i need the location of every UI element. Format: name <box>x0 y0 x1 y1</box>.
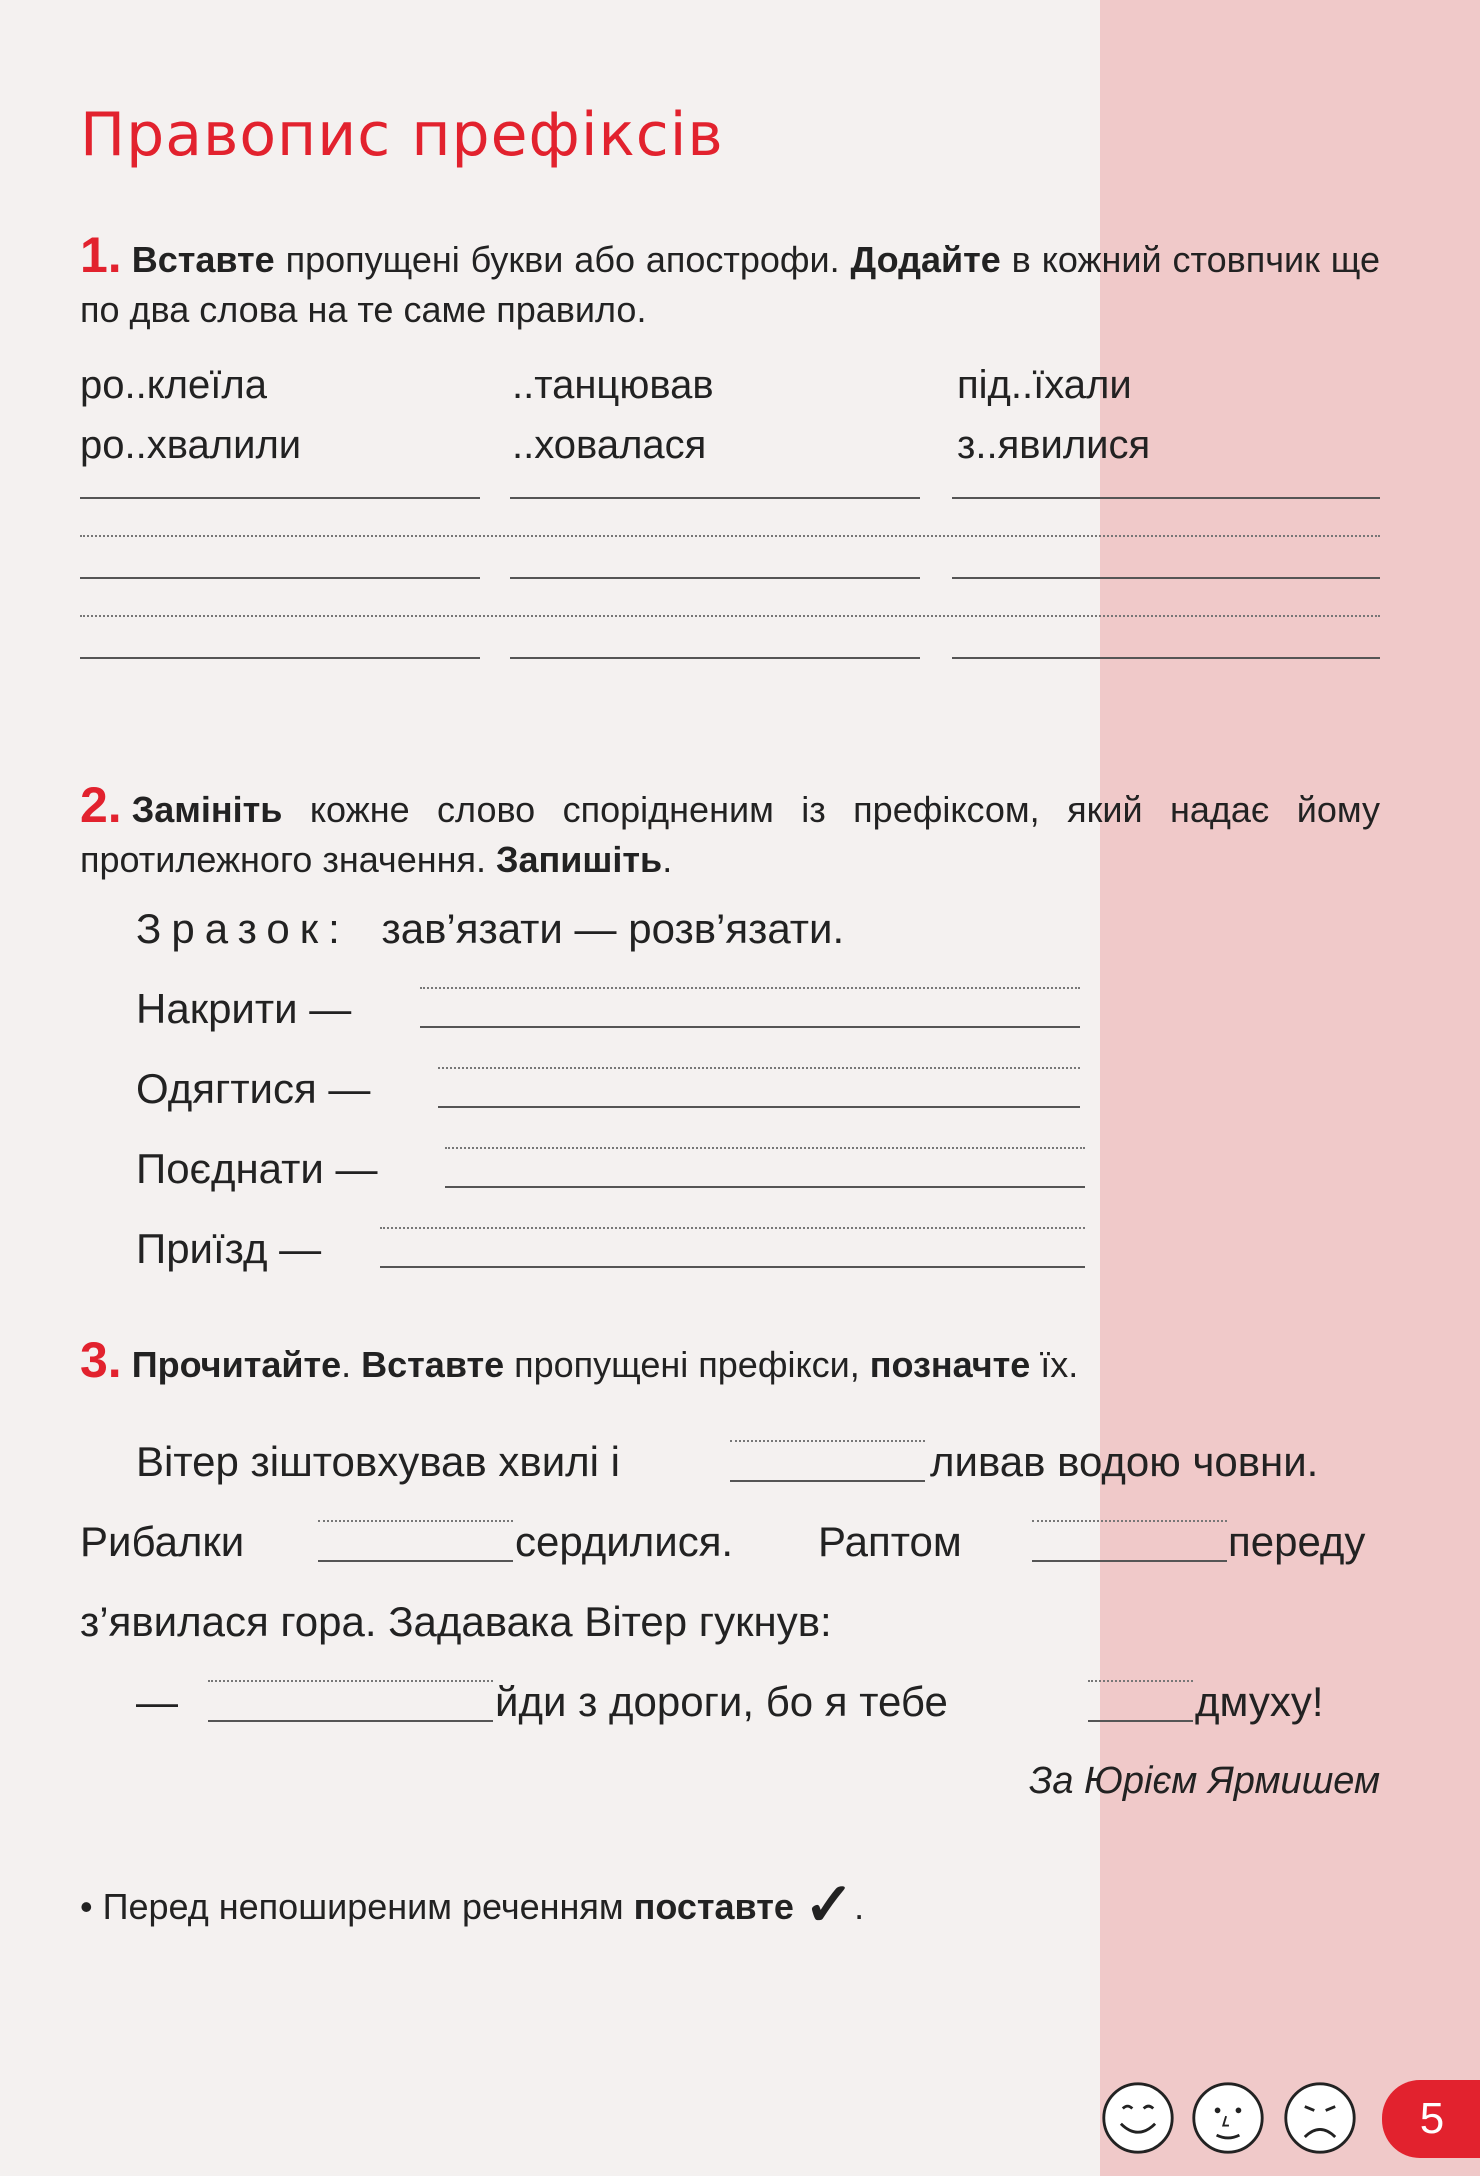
sad-face-icon[interactable] <box>1282 2080 1358 2156</box>
word: з..явилися <box>957 423 1151 467</box>
task-2-instruction: 2. Замініть кожне слово спорідненим із префіксом, який надає йому протилежного значення. Запишіть. <box>80 777 1380 880</box>
answer-line[interactable] <box>445 1186 1085 1188</box>
task-1-column-1 <box>80 355 301 475</box>
story-line-3: з’явилася гора. Задавака Вітер гукнув: <box>80 1598 832 1645</box>
story-line-2c: Раптом <box>818 1518 962 1565</box>
task-1-column-3 <box>957 355 1150 475</box>
prefix-blank[interactable] <box>1032 1560 1227 1562</box>
task-2-number: 2. <box>80 777 122 833</box>
checkmark-icon: ✓ <box>803 1871 855 1938</box>
story-line-2a: Рибалки <box>80 1518 245 1565</box>
task-2-item-2: Одягтися — <box>136 1065 371 1112</box>
word: ро..хвалили <box>80 423 302 467</box>
word: ро..клеїла <box>80 363 267 407</box>
word: ..танцював <box>512 363 714 407</box>
task-1-column-2 <box>512 355 714 475</box>
smile-face-icon[interactable] <box>1100 2080 1176 2156</box>
story-line-4b: йди з дороги, бо я тебе <box>495 1678 948 1725</box>
prefix-blank[interactable] <box>208 1720 493 1722</box>
page-title: Правопис префіксів <box>80 100 724 170</box>
task-1-number: 1. <box>80 227 122 283</box>
story-line-2b: сердилися. <box>515 1518 734 1565</box>
story-line-4c: дмуху! <box>1195 1678 1324 1725</box>
task-1-instruction: 1. Вставте пропущені букви або апострофи. Додайте в кожний стовпчик ще по два слова на те саме правило. <box>80 227 1380 330</box>
task-2-sample: Зразок: зав’язати — розв’язати. <box>136 905 845 952</box>
story-line-2d: переду <box>1228 1518 1366 1565</box>
neutral-face-icon[interactable] <box>1190 2080 1266 2156</box>
answer-line[interactable] <box>420 1026 1080 1028</box>
prefix-blank[interactable] <box>730 1480 925 1482</box>
story-line-1a: Вітер зіштовхував хвилі і <box>136 1438 621 1485</box>
author-attribution: За Юрієм Ярмишем <box>1029 1760 1380 1802</box>
task-2-item-1: Накрити — <box>136 985 352 1032</box>
task-2-item-3: Поєднати — <box>136 1145 378 1192</box>
task-2-item-4: Приїзд — <box>136 1225 322 1272</box>
task-3-number: 3. <box>80 1332 122 1388</box>
word: під..їхали <box>957 363 1132 407</box>
story-line-4a: — <box>136 1678 178 1725</box>
prefix-blank[interactable] <box>318 1560 513 1562</box>
bullet-dot: • <box>80 1886 93 1927</box>
bullet-instruction: • Перед непоширеним реченням поставте ✓. <box>80 1871 865 1938</box>
answer-line[interactable] <box>380 1266 1085 1268</box>
word: ..ховалася <box>512 423 707 467</box>
story-line-1b: ливав водою човни. <box>930 1438 1319 1485</box>
task-3-instruction: 3. Прочитайте. Вставте пропущені префікси, позначте їх. <box>80 1332 1079 1388</box>
prefix-blank[interactable] <box>1088 1720 1193 1722</box>
page-number-badge: 5 <box>1382 2080 1480 2158</box>
answer-line[interactable] <box>438 1106 1080 1108</box>
